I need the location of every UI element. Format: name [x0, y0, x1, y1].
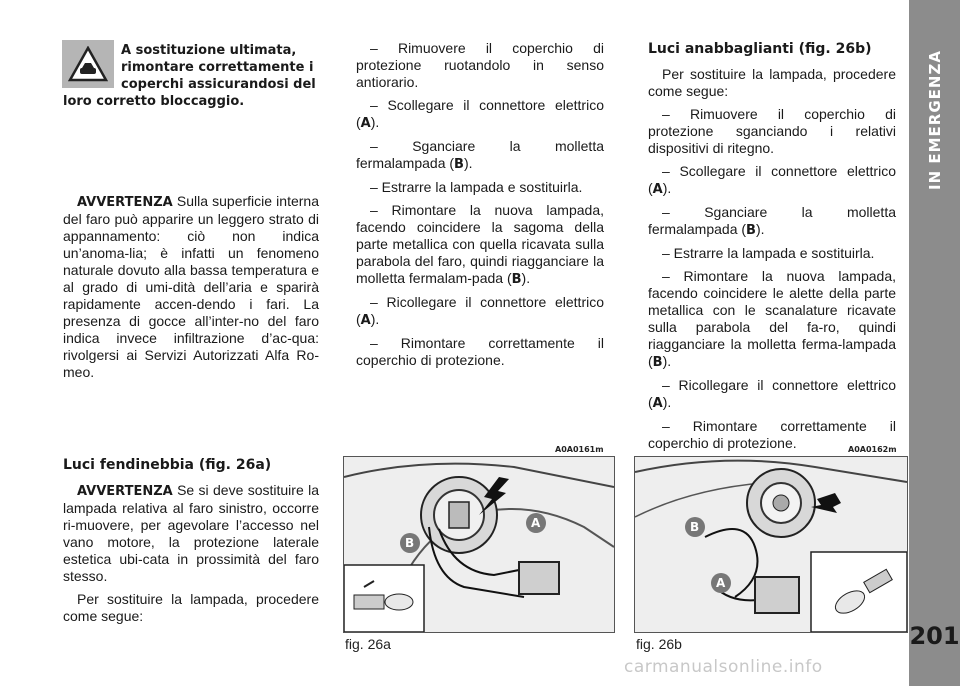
- step-6: – Ricollegare il connettore elettrico (A).: [648, 377, 896, 411]
- fog-lights-heading: Luci fendinebbia (fig. 26a): [63, 457, 272, 473]
- fog-lights-section: [63, 456, 319, 631]
- step-2: – Scollegare il connettore elettrico (A).: [648, 163, 896, 197]
- figure-code: A0A0161m: [555, 445, 604, 454]
- avvertenza-paragraph: AVVERTENZA Sulla superficie interna del faro può apparire un leggero strato di appannamento: ciò non indica un’anoma-lia; è infatti un fenomeno naturale dovuto alla bassa temperatura e al grado di umi-dità dell’aria e sparirà rapidamente accen-dendo i fari. La presenza di gocce all’inter-no del faro indica invece infiltrazione d’ac-qua: rivolgersi ai Servizi Autorizzati Alfa Ro-meo.: [63, 193, 319, 380]
- step-6: – Ricollegare il connettore elettrico (A).: [356, 294, 604, 328]
- step-5: – Rimontare la nuova lampada, facendo coincidere le alette della parte metallica con le scanalature ricavate sulla parabola del fa-ro, quindi riagganciare la molletta ferma-lampada (B).: [648, 268, 896, 370]
- step-1: – Rimuovere il coperchio di protezione sganciando i relativi dispositivi di ritegno.: [648, 106, 896, 156]
- figure-26b-illustration: [634, 456, 908, 633]
- warning-text: A sostituzione ultimata, rimontare correttamente i coperchi assicurandosi del loro corretto bloccaggio.: [63, 43, 316, 109]
- step-4: – Estrarre la lampada e sostituirla.: [370, 179, 583, 195]
- avvertenza-keyword: AVVERTENZA: [77, 195, 173, 210]
- step-3: – Sganciare la molletta fermalampada (B).: [356, 138, 604, 172]
- figure-code: A0A0162m: [848, 445, 897, 454]
- intro: Per sostituire la lampada, procedere come segue:: [648, 66, 896, 99]
- step-1: – Rimuovere il coperchio di protezione ruotandolo in senso antiorario.: [356, 40, 604, 90]
- page-number: 201: [909, 622, 960, 650]
- step-4: – Estrarre la lampada e sostituirla.: [662, 245, 875, 261]
- figure-26a-caption: fig. 26a: [345, 636, 391, 652]
- watermark: carmanualsonline.info: [624, 657, 823, 677]
- figure-26a-illustration: [343, 456, 615, 633]
- step-2: – Scollegare il connettore elettrico (A).: [356, 97, 604, 131]
- label-b: B: [405, 536, 415, 550]
- low-beam-heading: Luci anabbaglianti (fig. 26b): [648, 41, 872, 57]
- section-title: IN EMERGENZA: [926, 50, 944, 190]
- procedure-column-fog: [356, 40, 604, 375]
- fog-avvertenza: AVVERTENZA Se si deve sostituire la lampada relativa al faro sinistro, occorre ri-muovere, per agevolare l’accesso nel vano motore, la protezione laterale estetica ubi-cata in prossimità del faro stesso.: [63, 482, 319, 584]
- label-a: A: [716, 576, 726, 590]
- step-7: – Rimontare correttamente il coperchio di protezione.: [648, 418, 896, 451]
- figure-26b-caption: fig. 26b: [636, 636, 682, 652]
- label-b: B: [690, 520, 700, 534]
- procedure-column-low-beam: [648, 40, 896, 458]
- step-5: – Rimontare la nuova lampada, facendo coincidere la sagoma della parte metallica con quella ricavata sulla parabola del faro, quindi riagganciare la molletta fermalam-pada (B).: [356, 202, 604, 287]
- fog-intro: Per sostituire la lampada, procedere come segue:: [63, 591, 319, 624]
- label-a: A: [531, 516, 541, 530]
- step-7: – Rimontare correttamente il coperchio di protezione.: [356, 335, 604, 368]
- step-3: – Sganciare la molletta fermalampada (B).: [648, 204, 896, 238]
